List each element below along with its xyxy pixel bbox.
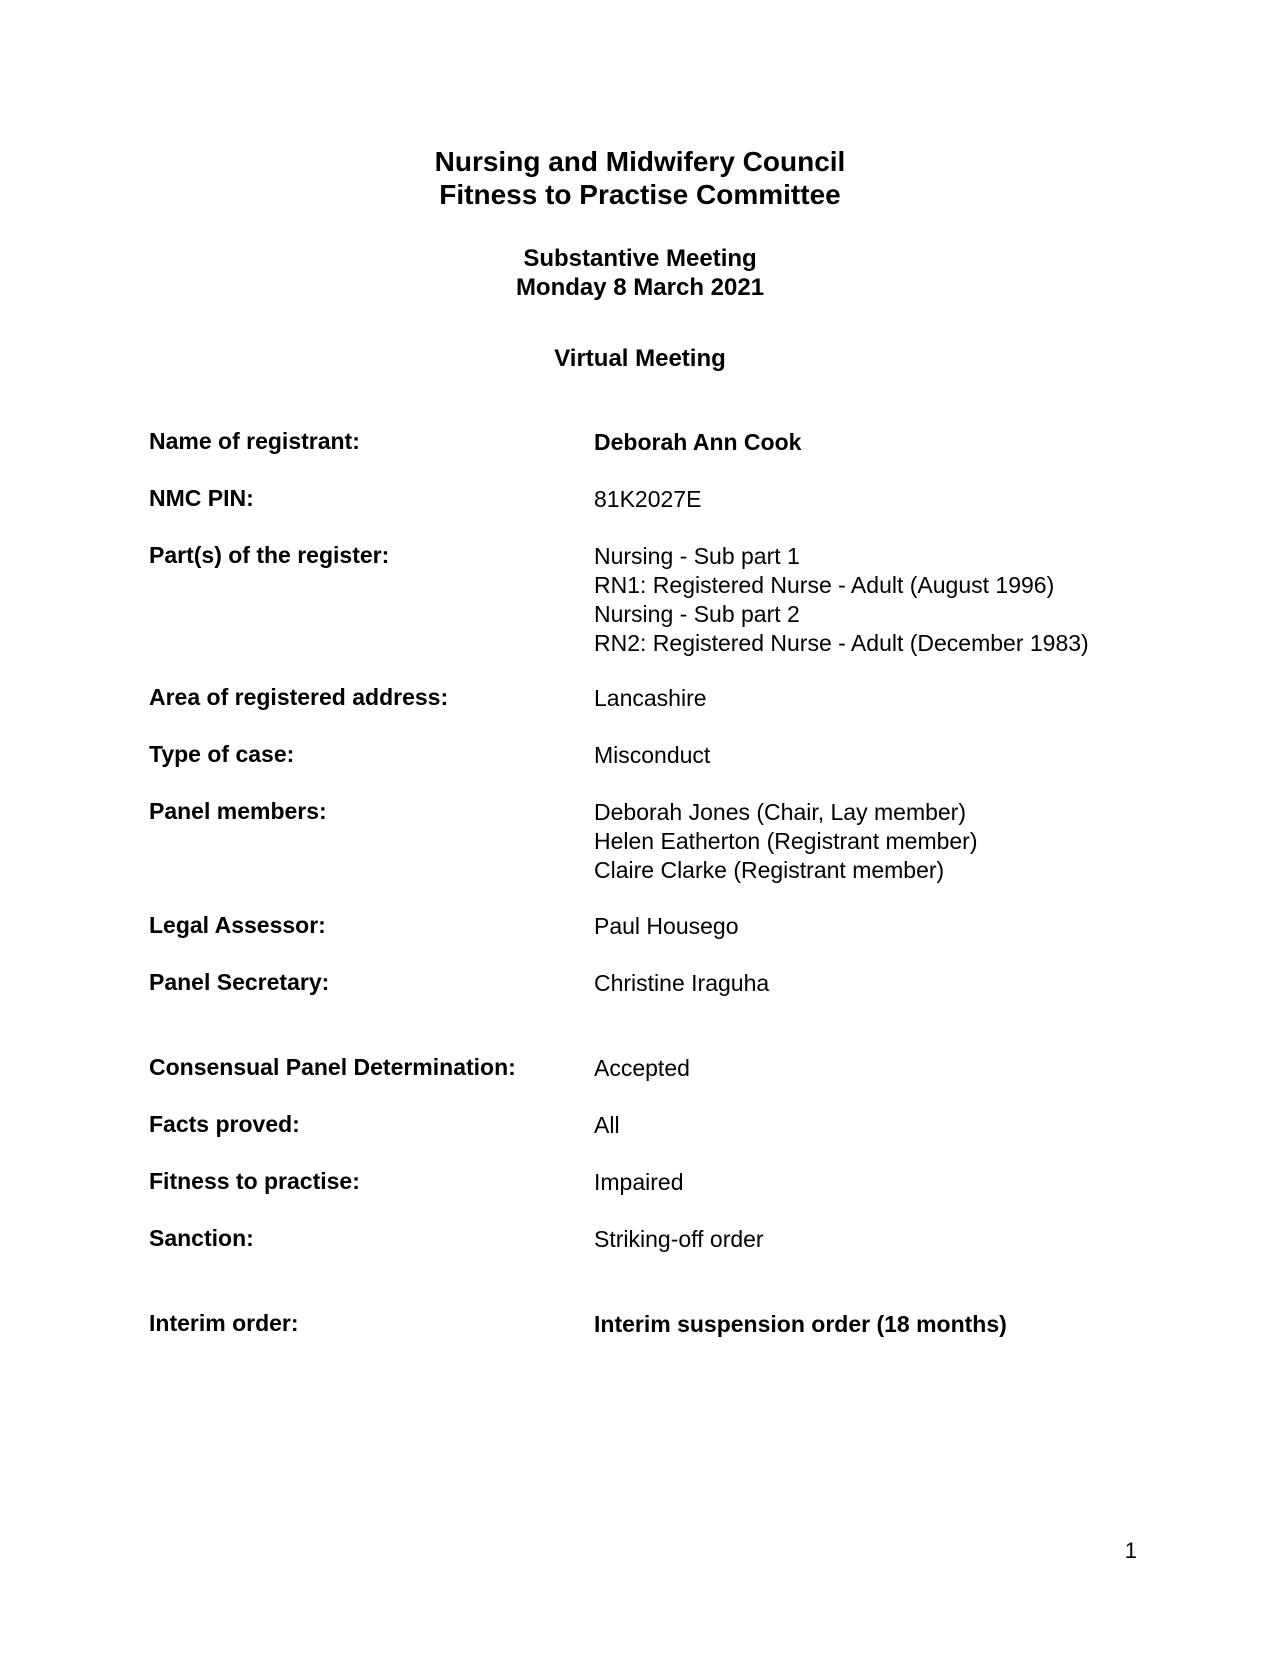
meeting-date: Monday 8 March 2021 — [515, 274, 765, 301]
sanction-label: Sanction: — [149, 1225, 254, 1251]
panel-member-line: Claire Clarke (Registrant member) — [594, 857, 945, 883]
register-part-line: RN2: Registered Nurse - Adult (December 1983) — [594, 630, 1089, 656]
pin-label: NMC PIN: — [149, 485, 254, 511]
register-part-line: Nursing - Sub part 2 — [594, 601, 800, 627]
org-title: Nursing and Midwifery Council — [434, 146, 846, 177]
meeting-venue: Virtual Meeting — [554, 345, 726, 372]
address-area-label: Area of registered address: — [149, 684, 449, 710]
facts-proved-label: Facts proved: — [149, 1111, 300, 1137]
fitness-label: Fitness to practise: — [149, 1168, 360, 1194]
registrant-label: Name of registrant: — [149, 428, 360, 454]
interim-order-label: Interim order: — [149, 1310, 299, 1336]
sanction-value: Striking-off order — [594, 1226, 764, 1252]
registrant-value: Deborah Ann Cook — [594, 429, 802, 455]
interim-order-value: Interim suspension order (18 months) — [594, 1311, 1007, 1337]
legal-assessor-label: Legal Assessor: — [149, 912, 326, 938]
page-number: 1 — [1124, 1538, 1137, 1563]
case-type-label: Type of case: — [149, 741, 295, 767]
committee-title: Fitness to Practise Committee — [439, 179, 841, 210]
meeting-type: Substantive Meeting — [523, 245, 757, 272]
register-part-line: Nursing - Sub part 1 — [594, 543, 800, 569]
panel-members-label: Panel members: — [149, 798, 327, 824]
panel-secretary-value: Christine Iraguha — [594, 970, 770, 996]
panel-member-line: Deborah Jones (Chair, Lay member) — [594, 799, 966, 825]
register-parts-label: Part(s) of the register: — [149, 542, 390, 568]
cpd-label: Consensual Panel Determination: — [149, 1054, 516, 1080]
cpd-value: Accepted — [594, 1055, 690, 1081]
panel-member-line: Helen Eatherton (Registrant member) — [594, 828, 978, 854]
legal-assessor-value: Paul Housego — [594, 913, 739, 939]
panel-secretary-label: Panel Secretary: — [149, 969, 330, 995]
register-part-line: RN1: Registered Nurse - Adult (August 1996) — [594, 572, 1055, 598]
facts-proved-value: All — [594, 1112, 620, 1138]
fitness-value: Impaired — [594, 1169, 684, 1195]
address-area-value: Lancashire — [594, 685, 707, 711]
pin-value: 81K2027E — [594, 486, 702, 512]
case-type-value: Misconduct — [594, 742, 711, 768]
